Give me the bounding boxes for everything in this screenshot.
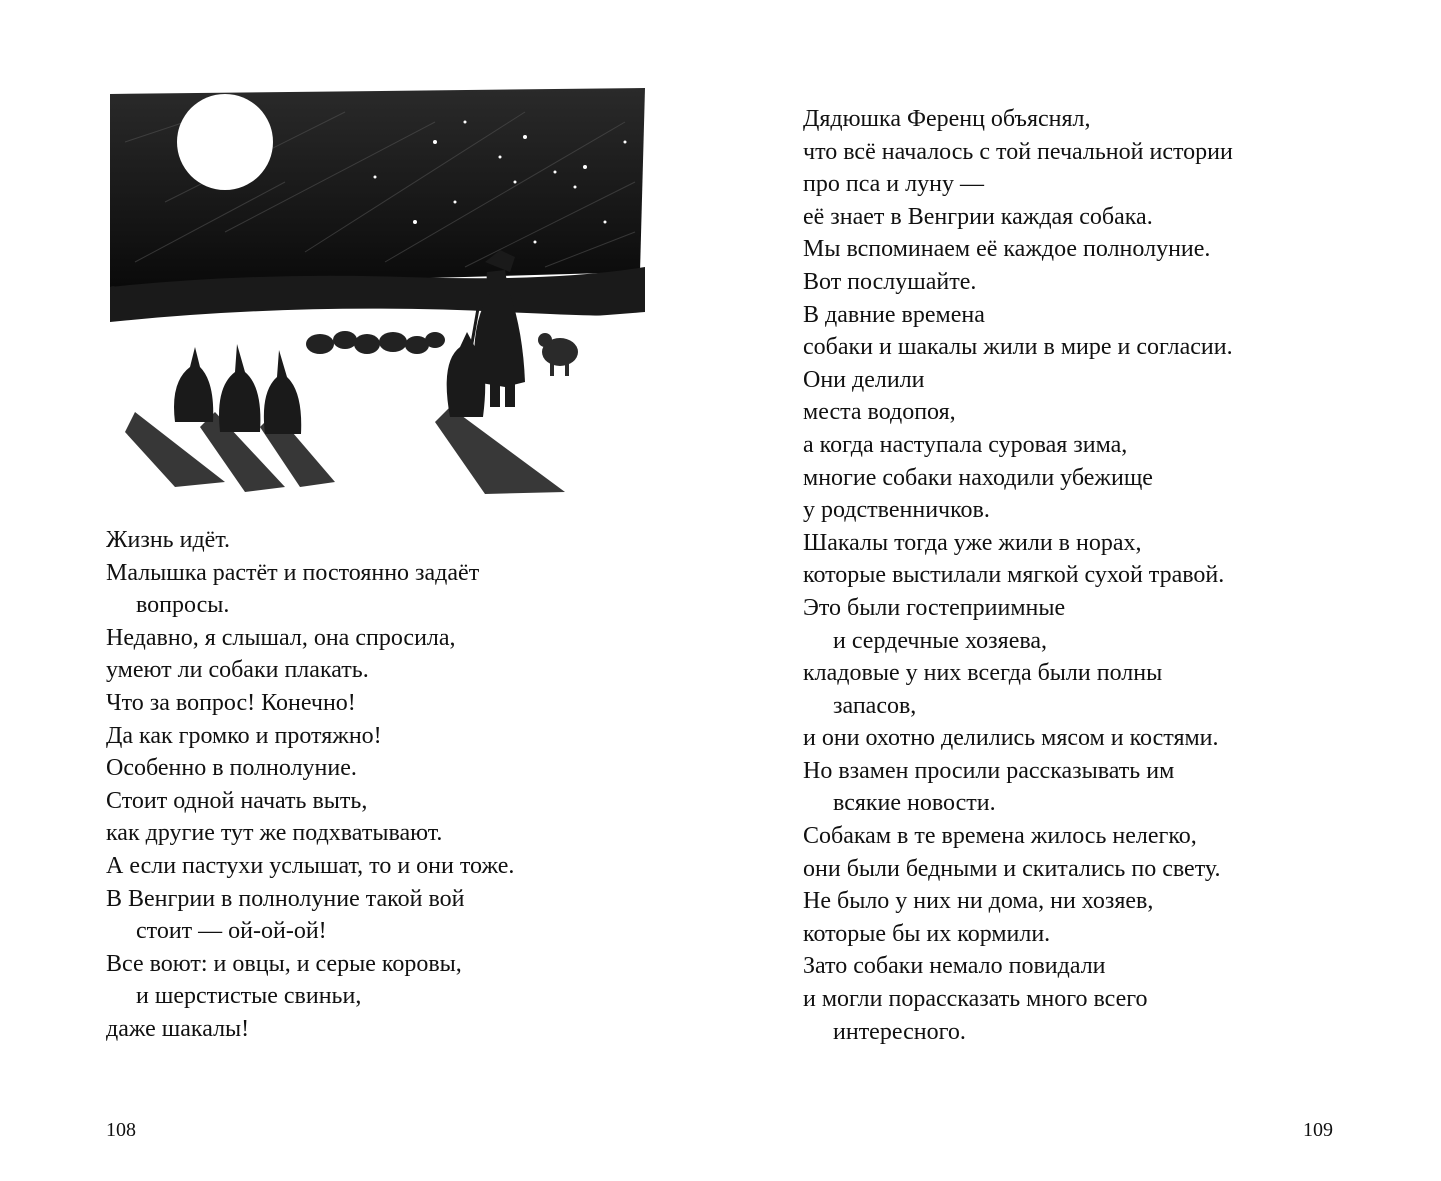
verse-line: и они охотно делились мясом и костями. (803, 725, 1219, 752)
verse-line: Мы вспоминаем её каждое полнолуние. (803, 236, 1211, 263)
verse-line: Это были гостеприимные (803, 594, 1066, 621)
verse-line: и сердечные хозяева, (833, 627, 1048, 654)
page-number-right: 109 (1303, 1119, 1333, 1141)
verse-line: умеют ли собаки плакать. (106, 657, 369, 684)
verse-line: кладовые у них всегда были полны (803, 660, 1163, 687)
left-page (0, 0, 720, 1181)
verse-line: Недавно, я слышал, она спросила, (106, 624, 456, 651)
right-page (720, 0, 1441, 1181)
verse-line: места водопоя, (803, 399, 956, 426)
verse-line: Но взамен просили рассказывать им (803, 757, 1175, 784)
verse-line: и шерстистые свиньи, (136, 983, 362, 1010)
verse-line: Зато собаки немало повидали (803, 953, 1106, 980)
verse-line: Вот послушайте. (803, 268, 977, 295)
verse-line: Все воют: и овцы, и серые коровы, (106, 950, 462, 977)
verse-line: Собакам в те времена жилось нелегко, (803, 823, 1197, 850)
verse-line: что всё началось с той печальной истории (803, 138, 1233, 165)
verse-line: многие собаки находили убежище (803, 464, 1153, 491)
verse-line: Да как громко и протяжно! (106, 722, 382, 749)
verse-line: которые бы их кормили. (803, 920, 1051, 947)
night-field-illustration (105, 82, 660, 494)
verse-line: как другие тут же подхватывают. (106, 820, 443, 847)
page-number-left: 108 (106, 1119, 136, 1141)
verse-line: Что за вопрос! Конечно! (106, 689, 356, 716)
verse-line: а когда наступала суровая зима, (803, 431, 1128, 458)
verse-line: интересного. (833, 1018, 966, 1045)
verse-line: её знает в Венгрии каждая собака. (803, 203, 1153, 230)
left-verse (106, 524, 514, 1046)
verse-line: запасов, (833, 692, 917, 719)
verse-line: Особенно в полнолуние. (106, 755, 357, 782)
verse-line: стоит — ой-ой-ой! (136, 918, 327, 945)
verse-line: Жизнь идёт. (106, 527, 231, 553)
verse-line: Малышка растёт и постоянно задаёт (106, 559, 480, 586)
verse-line: Дядюшка Ференц объяснял, (803, 106, 1091, 132)
verse-line: В Венгрии в полнолуние такой вой (106, 885, 465, 912)
verse-line: даже шакалы! (106, 1015, 250, 1042)
verse-line: Стоит одной начать выть, (106, 787, 368, 814)
verse-line: Они делили (803, 366, 925, 393)
verse-line: всякие новости. (833, 790, 996, 817)
verse-line: В давние времена (803, 301, 985, 328)
verse-line: и могли порассказать много всего (803, 986, 1148, 1013)
verse-line: А если пастухи услышат, то и они тоже. (106, 852, 515, 879)
verse-line: Шакалы тогда уже жили в норах, (803, 529, 1142, 556)
verse-line: собаки и шакалы жили в мире и согласии. (803, 334, 1233, 361)
verse-line: они были бедными и скитались по свету. (803, 855, 1221, 882)
verse-line: вопросы. (136, 592, 230, 619)
verse-line: у родственничков. (803, 497, 990, 524)
verse-line: которые выстилали мягкой сухой травой. (803, 562, 1225, 589)
verse-line: про пса и луну — (803, 171, 984, 198)
verse-line: Не было у них ни дома, ни хозяев, (803, 888, 1154, 915)
right-verse (803, 103, 1233, 1048)
